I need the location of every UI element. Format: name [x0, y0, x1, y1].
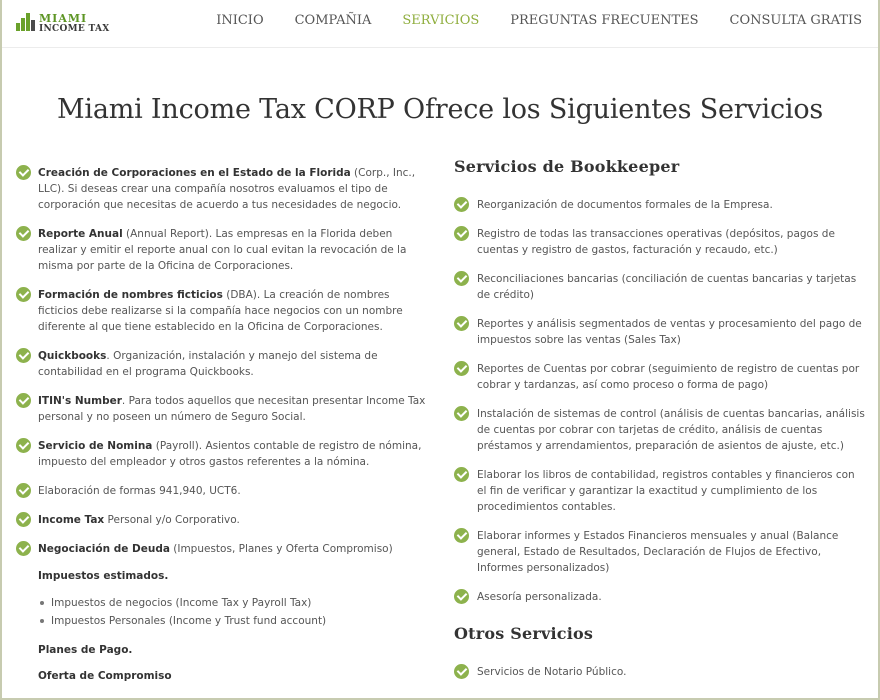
nav-servicios[interactable]: SERVICIOS [402, 13, 480, 28]
list-item: Impuestos de negocios (Income Tax y Payroll Tax) [51, 594, 426, 612]
section-title-otros-servicios: Otros Servicios [454, 624, 594, 643]
check-icon [454, 528, 469, 543]
bullet-list [16, 594, 426, 630]
right-services-column [454, 157, 866, 693]
check-icon [16, 438, 31, 453]
check-icon [454, 271, 469, 286]
service-item: Elaborar los libros de contabilidad, registros contables y financieros con el fin de verificar y garantizar la exactitud y cumplimiento de los procedimientos contables. [454, 467, 866, 515]
logo-line-1: MIAMI [39, 11, 88, 25]
service-item: Reorganización de documentos formales de la Empresa. [454, 197, 866, 213]
service-item: Elaboración de formas 941,940, UCT6. [16, 483, 426, 499]
subheading-oferta-de-compromiso: Oferta de Compromiso [38, 670, 172, 682]
subheading-impuestos-estimados: Impuestos estimados. [38, 570, 169, 582]
service-item: Servicios de Notario Público. [454, 664, 866, 680]
service-item: Servicio de Nomina (Payroll). Asientos contable de registro de nómina, impuesto del empleador y otros gastos referentes a la nómina. [16, 438, 426, 470]
service-item: Reportes y análisis segmentados de ventas y procesamiento del pago de impuestos sobre las ventas (Sales Tax) [454, 316, 866, 348]
page-title: Miami Income Tax CORP Ofrece los Siguientes Servicios [56, 94, 824, 125]
service-item: Asesoría personalizada. [454, 589, 866, 605]
check-icon [454, 226, 469, 241]
check-icon [16, 348, 31, 363]
service-item: Reconciliaciones bancarias (conciliación de cuentas bancarias y tarjetas de crédito) [454, 271, 866, 303]
check-icon [454, 406, 469, 421]
check-icon [454, 316, 469, 331]
check-icon [16, 541, 31, 556]
left-services-column [16, 165, 426, 696]
site-logo[interactable] [16, 10, 110, 36]
check-icon [16, 226, 31, 241]
check-icon [454, 589, 469, 604]
check-icon [454, 664, 469, 679]
service-item: Registro de todas las transacciones operativas (depósitos, pagos de cuentas y registro de gastos, facturación y recaudo, etc.) [454, 226, 866, 258]
service-item: Reportes de Cuentas por cobrar (seguimiento de registro de cuentas por cobrar y tardanzas, así como proceso o forma de pago) [454, 361, 866, 393]
subheading-planes-de-pago: Planes de Pago. [38, 644, 133, 656]
logo-bars-icon [16, 13, 36, 33]
check-icon [16, 287, 31, 302]
nav-compania[interactable]: COMPAÑIA [294, 13, 372, 28]
check-icon [16, 483, 31, 498]
check-icon [454, 361, 469, 376]
nav-consulta-gratis[interactable]: CONSULTA GRATIS [729, 13, 862, 28]
nav-inicio[interactable]: INICIO [216, 13, 264, 28]
list-item: Impuestos Personales (Income y Trust fund account) [51, 612, 426, 630]
check-icon [16, 512, 31, 527]
service-item: Quickbooks. Organización, instalación y manejo del sistema de contabilidad en el programa Quickbooks. [16, 348, 426, 380]
check-icon [16, 165, 31, 180]
main-nav [185, 13, 862, 28]
site-header [0, 0, 880, 48]
service-item: Reporte Anual (Annual Report). Las empresas en la Florida deben realizar y emitir el reporte anual con lo cual evitan la revocación de la misma por parte de la Oficina de Corporaciones. [16, 226, 426, 274]
check-icon [16, 393, 31, 408]
section-title-bookkeeper: Servicios de Bookkeeper [454, 157, 680, 176]
service-item: Formación de nombres ficticios (DBA). La creación de nombres ficticios debe realizarse si la compañía hace negocios con un nombre diferente al que tiene establecido en la Oficina de Corporaciones. [16, 287, 426, 335]
service-item: Creación de Corporaciones en el Estado de la Florida (Corp., Inc., LLC). Si deseas crear una compañía nosotros evaluamos el tipo de corporación que necesitas de acuerdo a tus necesidades de negocio. [16, 165, 426, 213]
check-icon [454, 197, 469, 212]
logo-line-2: INCOME TAX [39, 23, 110, 34]
service-item: Instalación de sistemas de control (análisis de cuentas bancarias, análisis de cuentas por cobrar con tarjetas de crédito, análisis de cuentas préstamos y arrendamientos, preparación de asientos de ajuste, etc.) [454, 406, 866, 454]
check-icon [454, 467, 469, 482]
service-item: Negociación de Deuda (Impuestos, Planes y Oferta Compromiso) [16, 541, 426, 557]
service-item: Elaborar informes y Estados Financieros mensuales y anual (Balance general, Estado de Resultados, Declaración de Flujos de Efectivo, Informes personalizados) [454, 528, 866, 576]
service-item: Income Tax Personal y/o Corporativo. [16, 512, 426, 528]
nav-preguntas-frecuentes[interactable]: PREGUNTAS FRECUENTES [510, 13, 699, 28]
service-item: ITIN's Number. Para todos aquellos que necesitan presentar Income Tax personal y no poseen un número de Seguro Social. [16, 393, 426, 425]
